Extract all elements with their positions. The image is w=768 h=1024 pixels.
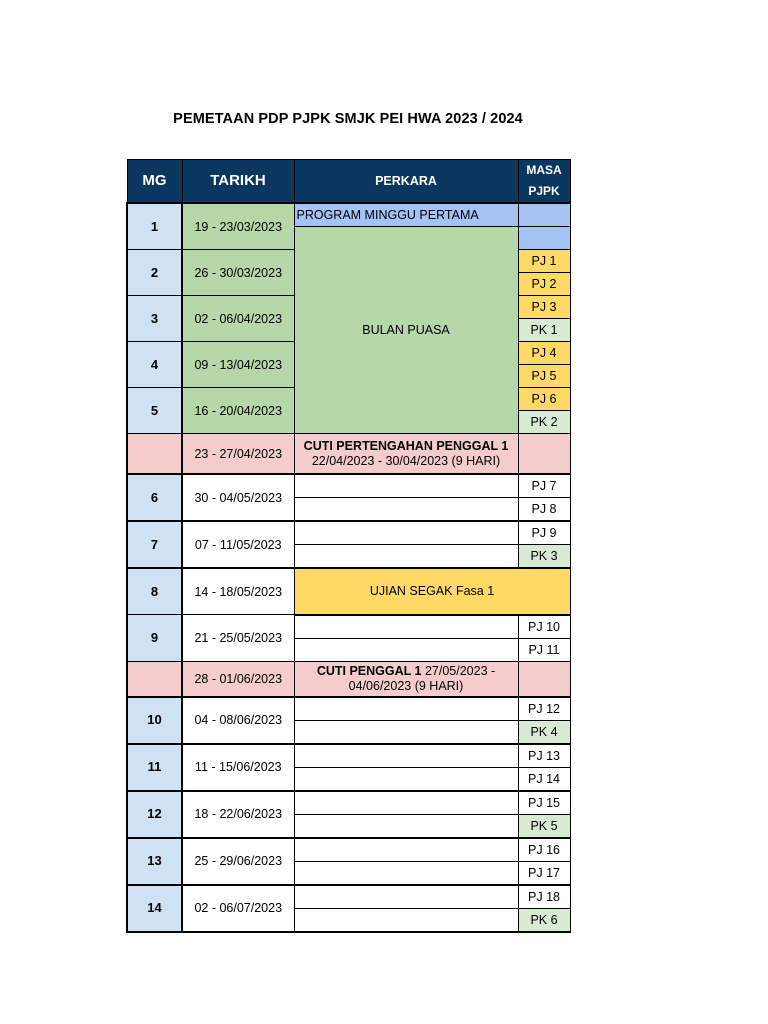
table-row — [127, 744, 570, 768]
slot-cell: PJ 1 — [518, 250, 570, 273]
table-row — [127, 885, 570, 909]
slot-cell: PK 5 — [518, 814, 570, 838]
week-date: 18 - 22/06/2023 — [182, 791, 294, 838]
slot-cell: PJ 12 — [518, 697, 570, 721]
header-mg: MG — [127, 160, 182, 204]
slot-cell: PJ 7 — [518, 474, 570, 498]
event-cell — [294, 814, 518, 838]
event-bulan-puasa: BULAN PUASA — [294, 227, 518, 434]
week-number: 1 — [127, 203, 182, 250]
week-number: 10 — [127, 697, 182, 744]
slot-cell: PJ 3 — [518, 296, 570, 319]
week-date: 02 - 06/07/2023 — [182, 885, 294, 932]
event-cell — [294, 615, 518, 639]
slot-cell — [518, 203, 570, 227]
holiday-slot — [518, 434, 570, 475]
slot-cell: PJ 15 — [518, 791, 570, 815]
holiday-detail: 22/04/2023 - 30/04/2023 (9 HARI) — [311, 453, 501, 468]
slot-cell: PJ 4 — [518, 342, 570, 365]
holiday-date: 28 - 01/06/2023 — [182, 661, 294, 697]
week-date: 11 - 15/06/2023 — [182, 744, 294, 791]
holiday-detail: 27/05/2023 - 04/06/2023 (9 HARI) — [348, 663, 496, 693]
week-date: 21 - 25/05/2023 — [182, 615, 294, 662]
table-row — [127, 474, 570, 498]
table-row — [127, 697, 570, 721]
event-program-minggu-pertama: PROGRAM MINGGU PERTAMA — [294, 203, 518, 227]
slot-cell: PJ 18 — [518, 885, 570, 909]
event-cell — [294, 767, 518, 791]
week-date: 30 - 04/05/2023 — [182, 474, 294, 521]
week-number: 13 — [127, 838, 182, 885]
slot-cell: PJ 5 — [518, 365, 570, 388]
week-date: 04 - 08/06/2023 — [182, 697, 294, 744]
event-cell — [294, 791, 518, 815]
holiday-description — [294, 434, 518, 475]
event-cell — [294, 744, 518, 768]
week-number: 11 — [127, 744, 182, 791]
slot-cell: PJ 8 — [518, 498, 570, 522]
header-row — [127, 160, 570, 204]
slot-cell: PK 6 — [518, 908, 570, 932]
week-date: 26 - 30/03/2023 — [182, 250, 294, 296]
holiday-row — [127, 434, 570, 475]
event-cell — [294, 885, 518, 909]
event-cell — [294, 697, 518, 721]
slot-cell: PJ 6 — [518, 388, 570, 411]
slot-cell: PJ 11 — [518, 638, 570, 661]
slot-cell: PK 2 — [518, 411, 570, 434]
week-number: 5 — [127, 388, 182, 434]
holiday-description — [294, 661, 518, 697]
table-row — [127, 615, 570, 639]
header-pjpk: PJPK — [528, 184, 560, 198]
week-number: 4 — [127, 342, 182, 388]
event-cell — [294, 838, 518, 862]
week-number: 9 — [127, 615, 182, 662]
slot-cell: PK 4 — [518, 720, 570, 744]
event-cell — [294, 861, 518, 885]
week-date: 25 - 29/06/2023 — [182, 838, 294, 885]
slot-cell: PJ 17 — [518, 861, 570, 885]
slot-cell: PJ 14 — [518, 767, 570, 791]
week-number: 2 — [127, 250, 182, 296]
event-cell — [294, 720, 518, 744]
holiday-row — [127, 661, 570, 697]
slot-cell: PJ 16 — [518, 838, 570, 862]
header-masa-pjpk — [518, 160, 570, 204]
table-row — [127, 838, 570, 862]
holiday-name: CUTI PERTENGAHAN PENGGAL 1 — [303, 438, 509, 453]
slot-cell: PK 3 — [518, 545, 570, 569]
holiday-name: CUTI PENGGAL 1 — [316, 663, 422, 678]
week-number: 8 — [127, 568, 182, 615]
table-row — [127, 568, 570, 615]
schedule-table — [126, 159, 571, 933]
holiday-mg — [127, 434, 182, 475]
week-date: 02 - 06/04/2023 — [182, 296, 294, 342]
event-cell — [294, 638, 518, 661]
slot-cell: PK 1 — [518, 319, 570, 342]
header-masa: MASA — [526, 163, 562, 177]
slot-cell — [518, 227, 570, 250]
holiday-mg — [127, 661, 182, 697]
slot-cell: PJ 9 — [518, 521, 570, 545]
holiday-slot — [518, 661, 570, 697]
event-cell — [294, 521, 518, 545]
week-date: 07 - 11/05/2023 — [182, 521, 294, 568]
event-cell — [294, 474, 518, 498]
week-number: 3 — [127, 296, 182, 342]
week-date: 09 - 13/04/2023 — [182, 342, 294, 388]
event-cell — [294, 908, 518, 932]
week-number: 7 — [127, 521, 182, 568]
event-cell — [294, 498, 518, 522]
holiday-date: 23 - 27/04/2023 — [182, 434, 294, 475]
table-row — [127, 791, 570, 815]
week-number: 14 — [127, 885, 182, 932]
event-cell — [294, 545, 518, 569]
slot-cell: PJ 10 — [518, 615, 570, 639]
slot-cell: PJ 13 — [518, 744, 570, 768]
slot-cell: PJ 2 — [518, 273, 570, 296]
header-perkara: PERKARA — [294, 160, 518, 204]
table-row — [127, 521, 570, 545]
table-row — [127, 203, 570, 227]
week-number: 12 — [127, 791, 182, 838]
event-ujian-segak: UJIAN SEGAK Fasa 1 — [294, 568, 570, 615]
header-tarikh: TARIKH — [182, 160, 294, 204]
week-date: 16 - 20/04/2023 — [182, 388, 294, 434]
week-date: 14 - 18/05/2023 — [182, 568, 294, 615]
page-title: PEMETAAN PDP PJPK SMJK PEI HWA 2023 / 2024 — [173, 111, 523, 127]
week-date: 19 - 23/03/2023 — [182, 203, 294, 250]
week-number: 6 — [127, 474, 182, 521]
